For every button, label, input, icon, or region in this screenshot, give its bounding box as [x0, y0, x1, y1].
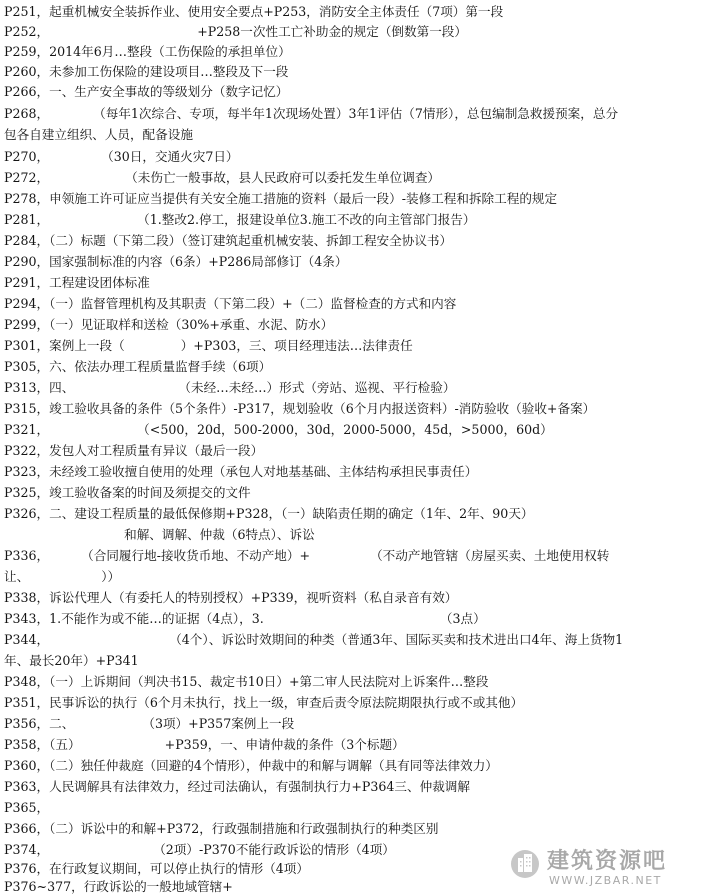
text-line: P272， （未伤亡一般事故，县人民政府可以委托发生单位调查） [4, 170, 441, 185]
text-line: P260，未参加工伤保险的建设项目…整段及下一段 [4, 64, 289, 79]
text-line: P366，（二）诉讼中的和解+P372，行政强制措施和行政强制执行的种类区别 [4, 821, 439, 836]
text-line: P344， （4个）、诉讼时效期间的种类（普通3年、国际买卖和技术进出口4年、海上货物1 [4, 632, 624, 647]
text-line: 包各自建立组织、人员，配备设施 [4, 127, 193, 142]
text-line: 和解、调解、仲裁（6特点）、诉讼 [4, 527, 315, 542]
text-line: P365， [4, 800, 50, 815]
text-line: 让、 ）） [4, 569, 121, 584]
text-line: P358，（五） +P359，一、申请仲裁的条件（3个标题） [4, 737, 405, 752]
text-line: P294，（一）监督管理机构及其职责（下第二段）+（二）监督检查的方式和内容 [4, 296, 457, 311]
text-line: P360，（二）独任仲裁庭（回避的4个情形），仲裁中的和解与调解（具有同等法律效力） [4, 758, 498, 773]
text-line: P281， （1.整改2.停工，报建设单位3.施工不改的向主管部门报告） [4, 212, 476, 227]
text-line: P376~377，行政诉讼的一般地域管辖+ [4, 879, 233, 894]
text-line: P343，1.不能作为或不能…的证据（4点），3. （3点） [4, 611, 486, 626]
text-line: P268， （每年1次综合、专项，每半年1次现场处置）3年1评估（7情形），总包编制急救援预案，总分 [4, 106, 619, 121]
watermark [509, 844, 709, 892]
text-line: P291，工程建设团体标准 [4, 275, 150, 290]
text-line: P325，竣工验收备案的时间及须提交的文件 [4, 485, 251, 500]
text-line: P266，一、生产安全事故的等级划分（数字记忆） [4, 84, 289, 99]
text-line: P284，（二）标题（下第二段）（签订建筑起重机械安装、拆卸工程安全协议书） [4, 233, 453, 248]
text-line: P326，二、建设工程质量的最低保修期+P328，（一）缺陷责任期的确定（1年、2年、90天） [4, 506, 534, 521]
text-line: P323，未经竣工验收擅自使用的处理（承包人对地基基础、主体结构承担民事责任） [4, 464, 478, 479]
text-line: P321， （<500，20d，500-2000，30d，2000-5000，45d，>5000，60d） [4, 422, 553, 437]
text-line: 年、最长20年）+P341 [4, 653, 139, 668]
watermark-brand: 建筑资源吧 [547, 849, 668, 874]
text-line: P278，申领施工许可证应当提供有关安全施工措施的资料（最后一段）-装修工程和拆除工程的规定 [4, 191, 558, 206]
text-line: P270， （30日，交通火灾7日） [4, 149, 239, 164]
text-line: P336， （合同履行地-接收货币地、不动产地）+ （不动产地管辖（房屋买卖、土地使用权转 [4, 548, 610, 563]
building-logo-icon [509, 848, 541, 880]
text-line: P252， +P258一次性工亡补助金的规定（倒数第一段） [4, 24, 467, 39]
text-line: P301，案例上一段（ ）+P303，三、项目经理违法…法律责任 [4, 338, 413, 353]
text-line: P299，（一）见证取样和送检（30%+承重、水泥、防水） [4, 317, 334, 332]
text-line: P305，六、依法办理工程质量监督手续（6项） [4, 359, 272, 374]
text-line: P351，民事诉讼的执行（6个月未执行，找上一级，审查后责令原法院期限执行或不或其他） [4, 695, 524, 710]
text-line: P322，发包人对工程质量有异议（最后一段） [4, 443, 264, 458]
text-line: P356，二、 （3项）+P357案例上一段 [4, 716, 295, 731]
text-line: P290，国家强制标准的内容（6条）+P286局部修订（4条） [4, 254, 348, 269]
text-line: P363，人民调解具有法律效力，经过司法确认，有强制执行力+P364三、仲裁调解 [4, 779, 470, 794]
text-line: P313，四、 （未经…未经…）形式（旁站、巡视、平行检验） [4, 380, 456, 395]
text-line: P251，起重机械安全装拆作业、使用安全要点+P253，消防安全主体责任（7项）第一段 [4, 4, 504, 19]
watermark-url: WWW.JZBAR.NET [549, 874, 662, 887]
text-line: P338，诉讼代理人（有委托人的特别授权）+P339，视听资料（私自录音有效） [4, 590, 458, 605]
text-line: P315，竣工验收具备的条件（5个条件）-P317，规划验收（6个月内报送资料）-消防验收（验收+备案） [4, 401, 596, 416]
text-line: P376，在行政复议期间，可以停止执行的情形（4项） [4, 861, 309, 876]
text-line: P259，2014年6月…整段（工伤保险的承担单位） [4, 44, 291, 59]
text-line: P348，（一）上诉期间（判决书15、裁定书10日）+第二审人民法院对上诉案件…整段 [4, 674, 489, 689]
text-line: P374， （2项）-P370不能行政诉讼的情形（4项） [4, 842, 395, 857]
